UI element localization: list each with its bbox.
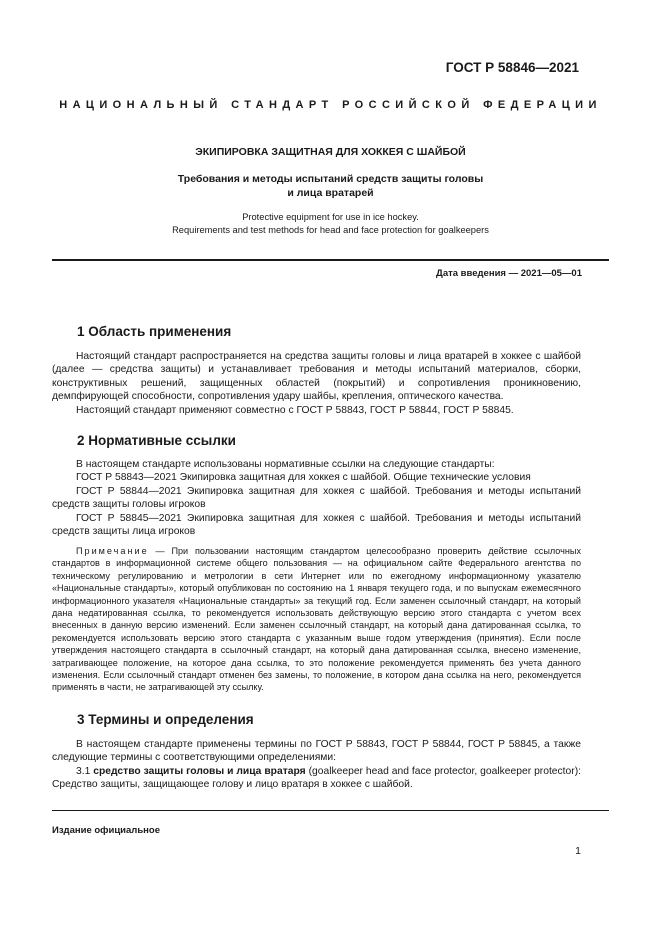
reference-item-2: ГОСТ Р 58844—2021 Экипировка защитная для хоккея с шайбой. Требования и методы испытаний средств защиты головы игроков [52, 485, 581, 511]
term-definition [52, 765, 581, 792]
note-label: Примечание [76, 546, 149, 556]
section-2-heading: 2 Нормативные ссылки [77, 433, 236, 448]
section-3-heading: 3 Термины и определения [77, 712, 254, 727]
subtitle-line-2: и лица вратарей [287, 187, 374, 199]
section-1-paragraph-1: Настоящий стандарт распространяется на средства защиты головы и лица вратарей в хоккее с шайбой (далее — средства защиты) и устанавливает требования и методы испытаний материалов, сборки, конструктивных решений, защищенных областей (покрытий) и сопротивления проникновению, демпфирующей способности, сопротивления удару шайбы, крепления, оптического качества. [52, 351, 581, 403]
title-divider [52, 259, 609, 261]
english-title-line-1: Protective equipment for use in ice hockey. [242, 212, 419, 222]
national-standard-title: НАЦИОНАЛЬНЫЙ СТАНДАРТ РОССИЙСКОЙ ФЕДЕРАЦИИ [59, 99, 602, 111]
subtitle-line-1: Требования и методы испытаний средств защиты головы [177, 173, 484, 185]
english-title [52, 211, 609, 237]
note-text: — При пользовании настоящим стандартом целесообразно проверить действие ссылочных стандартов в информационной системе общего пользования — на официальном сайте Федерального агентства по техническому регулированию и метрологии в сети Интернет или по ежегодному информационному указателю «Национальные стандарты», который опубликован по состоянию на 1 января текущего года, и по выпускам ежемесячного информационного указателя «Национальные стандарты» за текущий год. Если заменен ссылочный стандарт, на который дана недатированная ссылка, то рекомендуется использовать действующую версию этого стандарта с учетом всех внесенных в данную версию изменений. Если заменен ссылочный стандарт, на который дана датированная ссылка, то рекомендуется использовать версию этого стандарта с указанным выше годом утверждения (принятия). Если после утверждения настоящего стандарта в ссылочный стандарт, на который дана датированная ссылка, внесено изменение, затрагивающее положение, на которое дана ссылка, то это положение рекомендуется применять без учета данного изменения. Если ссылочный стандарт отменен без замены, то положение, в котором дана ссылка на него, рекомендуется применять в части, не затрагивающей эту ссылку. [52, 546, 581, 693]
page-number: 1 [575, 845, 581, 857]
section-1-heading: 1 Область применения [77, 324, 232, 339]
section-2-body [52, 458, 581, 538]
footer-divider [52, 810, 609, 811]
english-title-line-2: Requirements and test methods for head and face protection for goalkeepers [172, 225, 489, 235]
section-2-paragraph-1: В настоящем стандарте использованы нормативные ссылки на следующие стандарты: [76, 459, 495, 470]
document-title: ЭКИПИРОВКА ЗАЩИТНАЯ ДЛЯ ХОККЕЯ С ШАЙБОЙ [195, 146, 466, 158]
edition-label: Издание официальное [52, 825, 160, 836]
section-1-body [52, 350, 581, 417]
standard-id: ГОСТ Р 58846—2021 [445, 60, 579, 75]
intro-date: Дата введения — 2021—05—01 [436, 268, 582, 279]
term-number: 3.1 [76, 765, 91, 777]
reference-item-1: ГОСТ Р 58843—2021 Экипировка защитная для хоккея с шайбой. Общие технические условия [76, 472, 531, 484]
section-2-note [52, 545, 581, 694]
term-name: средство защиты головы и лица вратаря [93, 765, 306, 777]
reference-item-3: ГОСТ Р 58845—2021 Экипировка защитная для хоккея с шайбой. Требования и методы испытаний средств защиты лица игроков [52, 512, 581, 538]
section-3-paragraph-1: В настоящем стандарте применены термины по ГОСТ Р 58843, ГОСТ Р 58844, ГОСТ Р 58845, а также следующие термины с соответствующими определениями: [52, 739, 581, 764]
term-definition-text: (goalkeeper head and face protector, goalkeeper protector): Средство защиты, защищающее голову и лицо вратаря в хоккее с шайбой. [52, 765, 581, 791]
note-paragraph [52, 545, 581, 694]
section-1-paragraph-2: Настоящий стандарт применяют совместно с ГОСТ Р 58843, ГОСТ Р 58844, ГОСТ Р 58845. [76, 404, 514, 416]
section-3-body [52, 738, 581, 792]
document-subtitle [52, 172, 609, 200]
